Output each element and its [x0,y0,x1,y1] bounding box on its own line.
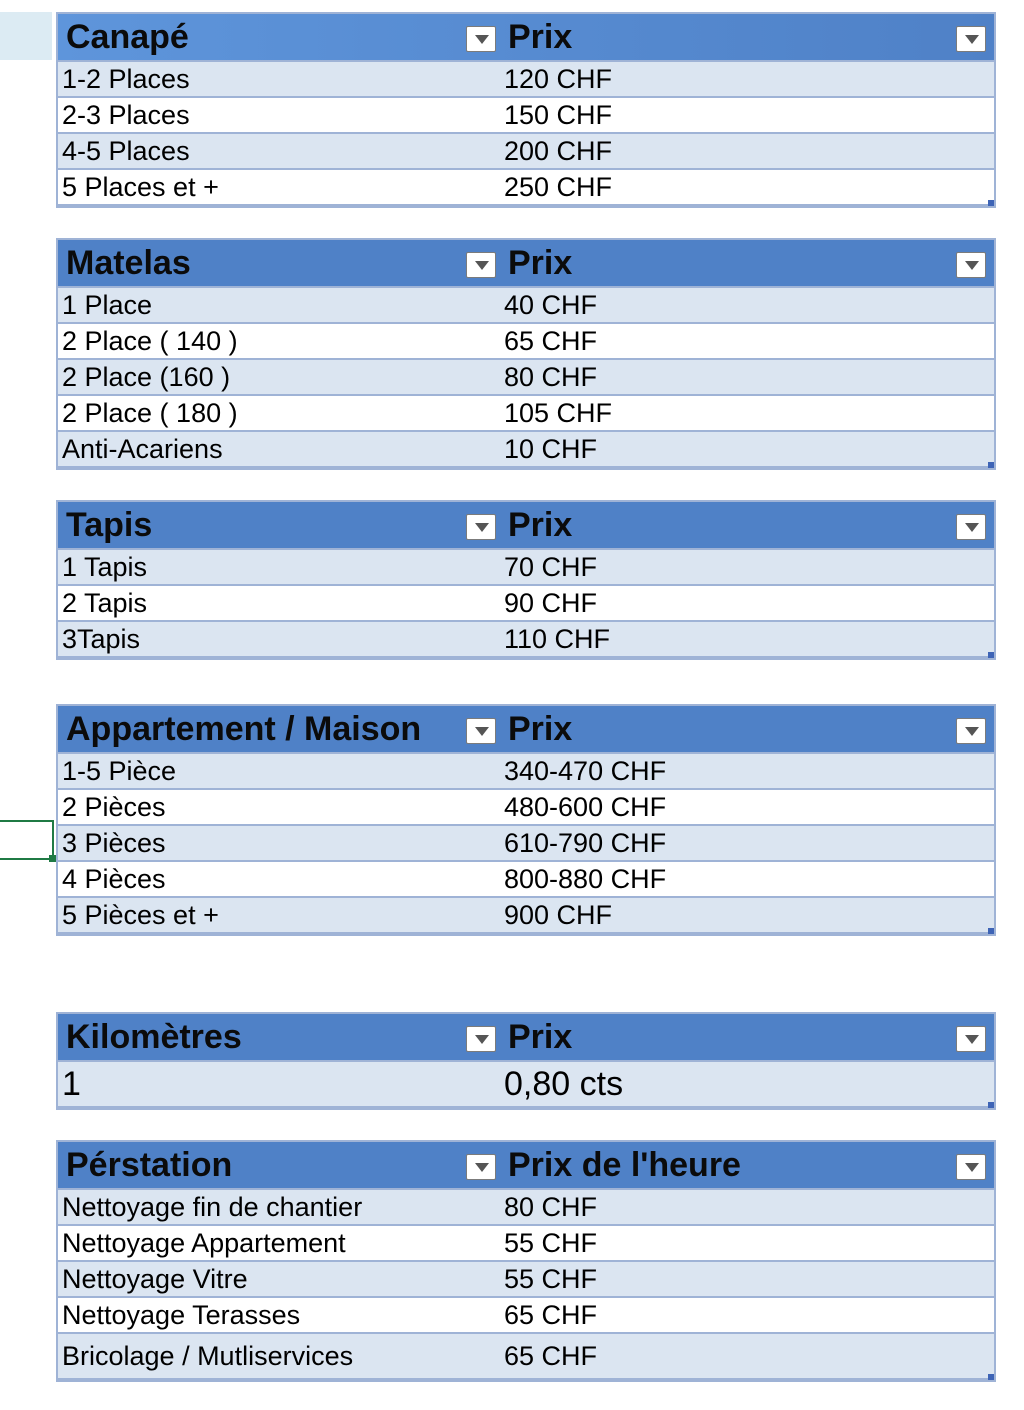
table-row [58,360,994,396]
cell[interactable]: 2 Place ( 180 ) [62,397,238,428]
cell[interactable]: 110 CHF [504,623,611,654]
cell[interactable]: 480-600 CHF [504,791,667,822]
cell[interactable]: 5 Pièces et + [62,899,219,930]
filter-dropdown-icon[interactable] [466,1026,496,1052]
cell[interactable]: 10 CHF [504,433,598,464]
cell[interactable]: 2 Place (160 ) [62,361,231,392]
filter-dropdown-icon[interactable] [466,1154,496,1180]
cell[interactable]: 1 Tapis [62,551,148,582]
filter-dropdown-icon[interactable] [956,1026,986,1052]
column-header-label: Appartement / Maison [66,709,422,748]
column-header-label: Prix [508,17,573,56]
column-header-appartement-maison[interactable] [58,706,500,752]
cell[interactable]: 1 [62,1064,81,1103]
cell[interactable]: 80 CHF [504,1191,598,1222]
table-row [58,622,994,658]
table-resize-handle-icon[interactable] [988,462,994,468]
column-header-prix[interactable] [500,502,994,548]
column-header-label: Matelas [66,243,191,282]
column-header-label: Pérstation [66,1145,233,1184]
table-appartement-maison [56,704,996,936]
table-header-row [58,706,994,754]
table-row [58,898,994,934]
table-row [58,1262,994,1298]
table-row [58,1062,994,1108]
table-header-row [58,1014,994,1062]
filter-dropdown-icon[interactable] [466,252,496,278]
filter-dropdown-icon[interactable] [466,718,496,744]
filter-dropdown-icon[interactable] [956,718,986,744]
column-header-canape[interactable] [58,14,500,60]
table-row [58,170,994,206]
table-canape [56,12,996,208]
cell[interactable]: 40 CHF [504,289,598,320]
column-header-label: Kilomètres [66,1017,242,1056]
cell[interactable]: Anti-Acariens [62,433,223,464]
cell[interactable]: 2 Pièces [62,791,166,822]
table-matelas [56,238,996,470]
cell-selection-edge-right [52,820,54,860]
column-header-label: Prix [508,243,573,282]
cell[interactable]: 65 CHF [504,1299,598,1330]
table-row [58,62,994,98]
column-header-prix[interactable] [500,1014,994,1060]
column-header-label: Prix [508,709,573,748]
column-header-label: Canapé [66,17,189,56]
filter-dropdown-icon[interactable] [466,26,496,52]
cell[interactable]: 3 Pièces [62,827,166,858]
cell[interactable]: 55 CHF [504,1263,598,1294]
filter-dropdown-icon[interactable] [956,1154,986,1180]
filter-dropdown-icon[interactable] [956,252,986,278]
table-row [58,1334,994,1380]
table-row [58,1298,994,1334]
column-header-prix[interactable] [500,240,994,286]
table-header-row [58,1142,994,1190]
cell[interactable]: 4 Pièces [62,863,166,894]
column-header-kilometres[interactable] [58,1014,500,1060]
cell[interactable]: 90 CHF [504,587,598,618]
cell[interactable]: 200 CHF [504,135,613,166]
column-header-label: Prix [508,505,573,544]
cell[interactable]: 150 CHF [504,99,613,130]
cell[interactable]: 65 CHF [504,325,598,356]
cell[interactable]: 2 Tapis [62,587,148,618]
column-header-tapis[interactable] [58,502,500,548]
cell[interactable]: 800-880 CHF [504,863,667,894]
cell[interactable]: 65 CHF [504,1340,598,1371]
table-resize-handle-icon[interactable] [988,928,994,934]
table-row [58,134,994,170]
column-header-prix[interactable] [500,14,994,60]
table-row [58,790,994,826]
cell-selection-fill-handle[interactable] [49,855,56,862]
table-row [58,324,994,360]
cell-selection-edge-bottom [0,858,54,860]
filter-dropdown-icon[interactable] [956,26,986,52]
cell[interactable]: Nettoyage Vitre [62,1263,248,1294]
cell[interactable]: 4-5 Places [62,135,190,166]
cell[interactable]: Nettoyage fin de chantier [62,1191,363,1222]
cell[interactable]: 1-5 Pièce [62,755,177,786]
table-row [58,754,994,790]
table-header-row [58,502,994,550]
column-header-matelas[interactable] [58,240,500,286]
table-resize-handle-icon[interactable] [988,652,994,658]
table-row [58,1190,994,1226]
table-header-row [58,240,994,288]
cell[interactable]: 3Tapis [62,623,141,654]
cell[interactable]: 5 Places et + [62,171,219,202]
table-row [58,432,994,468]
table-header-row [58,14,994,62]
table-row [58,396,994,432]
table-row [58,586,994,622]
cell[interactable]: 900 CHF [504,899,613,930]
filter-dropdown-icon[interactable] [956,514,986,540]
table-resize-handle-icon[interactable] [988,1374,994,1380]
table-row [58,98,994,134]
table-perstation [56,1140,996,1382]
cell[interactable]: 2 Place ( 140 ) [62,325,238,356]
cell[interactable]: 105 CHF [504,397,613,428]
column-header-label: Prix [508,1017,573,1056]
table-row [58,1226,994,1262]
cell[interactable]: 0,80 cts [504,1064,624,1103]
table-tapis [56,500,996,660]
table-row [58,550,994,586]
cell[interactable]: Bricolage / Mutliservices [62,1340,354,1371]
cell[interactable]: 80 CHF [504,361,598,392]
cell[interactable]: Nettoyage Terasses [62,1299,301,1330]
cell[interactable]: 1-2 Places [62,63,190,94]
cell[interactable]: 250 CHF [504,171,613,202]
column-header-label: Prix de l'heure [508,1145,741,1184]
table-kilometres [56,1012,996,1110]
cell[interactable]: 120 CHF [504,63,613,94]
row-header-cell[interactable] [0,12,52,60]
cell[interactable]: 340-470 CHF [504,755,667,786]
column-header-prix[interactable] [500,706,994,752]
column-header-perstation[interactable] [58,1142,500,1188]
filter-dropdown-icon[interactable] [466,514,496,540]
cell[interactable]: 1 Place [62,289,153,320]
column-header-label: Tapis [66,505,153,544]
column-header-prix-de-l-heure[interactable] [500,1142,994,1188]
cell[interactable]: 70 CHF [504,551,598,582]
cell[interactable]: 610-790 CHF [504,827,667,858]
cell[interactable]: 55 CHF [504,1227,598,1258]
cell-selection-edge-top [0,820,54,822]
table-row [58,288,994,324]
table-resize-handle-icon[interactable] [988,200,994,206]
table-row [58,826,994,862]
cell[interactable]: Nettoyage Appartement [62,1227,346,1258]
table-resize-handle-icon[interactable] [988,1102,994,1108]
table-row [58,862,994,898]
cell[interactable]: 2-3 Places [62,99,190,130]
